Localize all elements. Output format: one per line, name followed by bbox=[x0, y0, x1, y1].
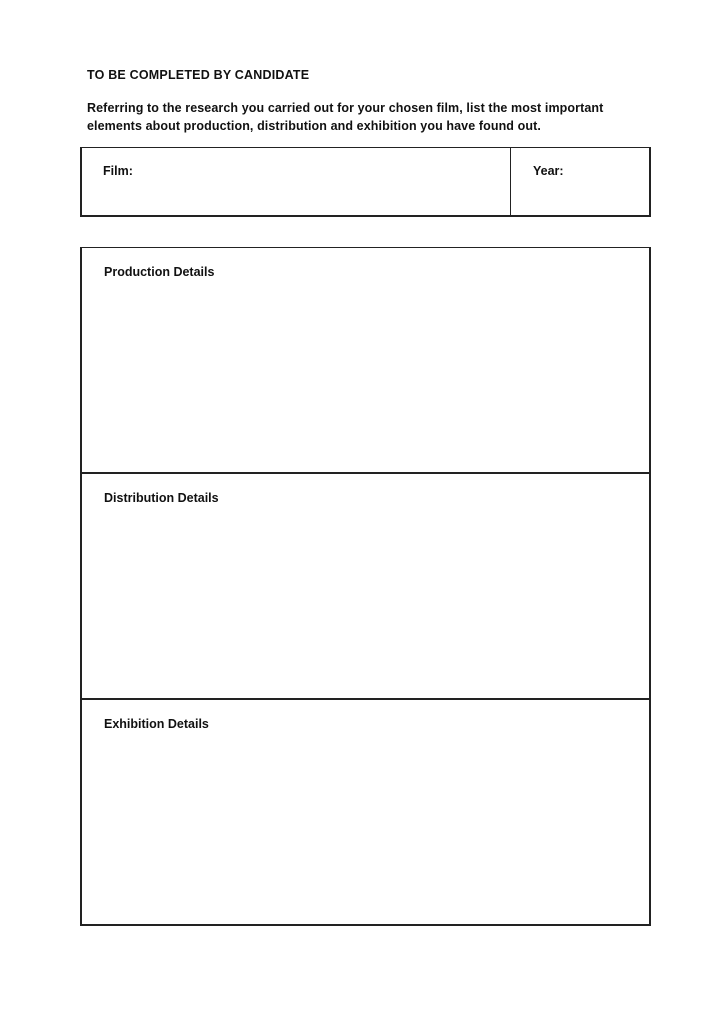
production-details-field[interactable] bbox=[82, 248, 649, 474]
instructions-text bbox=[87, 99, 657, 135]
exhibition-details-label: Exhibition Details bbox=[104, 717, 209, 731]
year-field[interactable] bbox=[511, 148, 649, 215]
exhibition-details-field[interactable] bbox=[82, 700, 649, 926]
production-details-label: Production Details bbox=[104, 265, 215, 279]
distribution-details-field[interactable] bbox=[82, 474, 649, 700]
details-table bbox=[80, 247, 651, 926]
distribution-details-label: Distribution Details bbox=[104, 491, 219, 505]
film-field[interactable] bbox=[82, 148, 511, 215]
instructions-line-1: Referring to the research you carried out for your chosen film, list the most important bbox=[87, 101, 604, 115]
year-label: Year: bbox=[533, 164, 564, 178]
film-label: Film: bbox=[103, 164, 133, 178]
instructions-line-2: elements about production, distribution and exhibition you have found out. bbox=[87, 119, 541, 133]
film-year-table bbox=[80, 147, 651, 217]
form-heading: TO BE COMPLETED BY CANDIDATE bbox=[87, 68, 310, 82]
